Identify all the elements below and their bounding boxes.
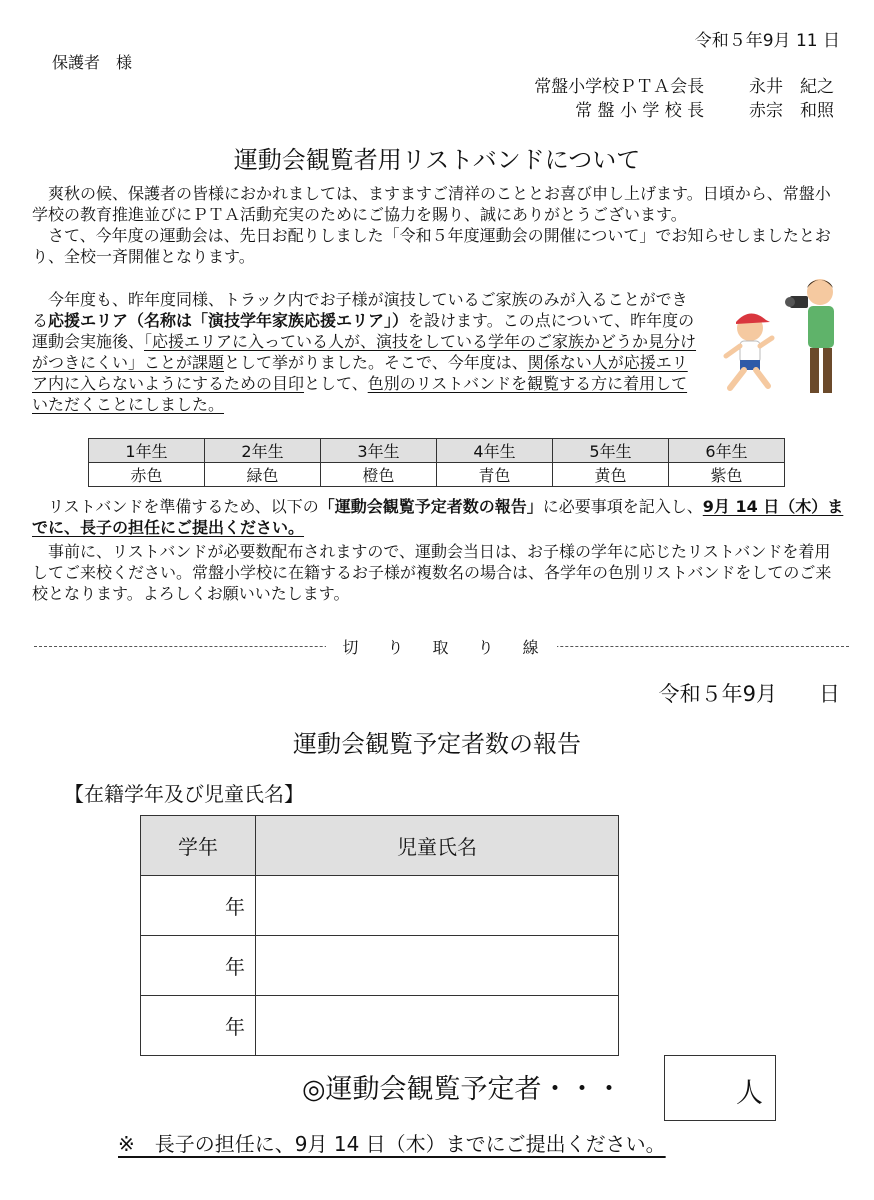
deadline-text: 9月 14 日（木）までに、長子の担任にご提出ください。 [32, 497, 844, 537]
paragraph-wristband-use [32, 541, 844, 604]
grade-column-header: 学年 [141, 816, 256, 876]
grade-input-cell[interactable]: 年 [141, 996, 256, 1056]
sender-principal-name: 赤宗 和照 [749, 101, 834, 121]
color-cell: 赤色 [89, 463, 205, 487]
letter-date: 令和５年9月 11 日 [694, 31, 840, 51]
sender-pta-name: 永井 紀之 [749, 77, 834, 97]
color-cell: 青色 [437, 463, 553, 487]
name-input-cell[interactable] [256, 996, 619, 1056]
grade-cell: 5年生 [553, 439, 669, 463]
paragraph-event: さて、今年度の運動会は、先日お配りしました「令和５年度運動会の開催について」でお知らせしましたとおり、全校一斉開催となります。 [32, 226, 831, 266]
student-table [140, 815, 619, 1056]
cheer-area-name: 応援エリア（名称は「演技学年家族応援エリア」） [48, 311, 409, 330]
text-segment: リストバンドを準備するため、以下の [48, 497, 319, 516]
grade-cell: 2年生 [205, 439, 321, 463]
color-cell: 緑色 [205, 463, 321, 487]
sender-principal [575, 96, 834, 121]
cut-line [34, 635, 849, 659]
color-cell: 黄色 [553, 463, 669, 487]
underlined-wristband: 色別のリストバンドを観覧する方に着用していただくことにしました。 [32, 374, 688, 414]
submission-note: ※ 長子の担任に、9月 14 日（木）までにご提出ください。 [118, 1132, 666, 1156]
planned-viewers-label: ◎運動会観覧予定者・・・ [302, 1074, 623, 1105]
name-column-header: 児童氏名 [256, 816, 619, 876]
grade-cell: 1年生 [89, 439, 205, 463]
section-label: 【在籍学年及び児童氏名】 [64, 782, 304, 806]
text-segment: として、 [304, 374, 368, 393]
viewer-count-box[interactable] [664, 1055, 776, 1121]
name-input-cell[interactable] [256, 876, 619, 936]
paragraph-text: 事前に、リストバンドが必要数配布されますので、運動会当日は、お子様の学年に応じたリストバンドを着用してご来校ください。常盤小学校に在籍するお子様が複数名の場合は、各学年の色別リストバンドをしてのご来校となります。よろしくお願いいたします。 [32, 542, 832, 603]
report-date: 令和５年9月 日 [658, 682, 840, 706]
viewer-count-unit: 人 [736, 1078, 763, 1109]
underlined-issue: 「応援エリアに入っている人が、演技をしている学年のご家族かどうか見分けがつきにくい」ことが課題 [32, 332, 697, 372]
addressee: 保護者 様 [52, 53, 133, 72]
table-row [141, 936, 619, 996]
family-illustration-icon [712, 270, 847, 405]
letter-title: 運動会観覧者用リストバンドについて [233, 146, 641, 174]
sender-pta [534, 72, 834, 97]
report-form-name: 「運動会観覧予定者数の報告」 [318, 497, 543, 516]
paragraph-greeting: 爽秋の候、保護者の皆様におかれましては、ますますご清祥のこととお喜び申し上げます。日頃から、常盤小学校の教育推進並びにＰＴＡ活動充実のためにご協力を賜り、誠にありがとうございます。 [32, 184, 831, 224]
name-input-cell[interactable] [256, 936, 619, 996]
table-row [141, 876, 619, 936]
grade-color-table [88, 438, 785, 487]
paragraph-cheer-area [32, 289, 697, 415]
cut-line-label: 切 り 取 り 線 [326, 638, 556, 657]
color-cell: 紫色 [669, 463, 785, 487]
color-row [89, 463, 785, 487]
student-table-header [141, 816, 619, 876]
grade-cell: 3年生 [321, 439, 437, 463]
grade-cell: 6年生 [669, 439, 785, 463]
sender-principal-org: 常 盤 小 学 校 長 [575, 101, 705, 121]
text-segment: を設けます。この点について、昨年度の運動会実施後、 [32, 311, 695, 351]
grade-row [89, 439, 785, 463]
grade-input-cell[interactable]: 年 [141, 936, 256, 996]
table-row [141, 996, 619, 1056]
color-cell: 橙色 [321, 463, 437, 487]
grade-input-cell[interactable]: 年 [141, 876, 256, 936]
grade-cell: 4年生 [437, 439, 553, 463]
text-segment: に必要事項を記入し、 [542, 497, 703, 516]
letter-body-1 [32, 183, 844, 267]
text-segment: として挙がりました。そこで、今年度は、 [224, 353, 528, 372]
report-title: 運動会観覧予定者数の報告 [293, 730, 581, 758]
paragraph-submission [32, 496, 844, 538]
sender-pta-org: 常盤小学校ＰＴＡ会長 [534, 77, 705, 97]
text-segment: 今年度も、昨年度同様、トラック内でお子様が演技しているご家族のみが入ることができる [32, 290, 688, 330]
underlined-mark: 関係ない人が応援エリア内に入らないようにするための目印 [32, 353, 688, 393]
